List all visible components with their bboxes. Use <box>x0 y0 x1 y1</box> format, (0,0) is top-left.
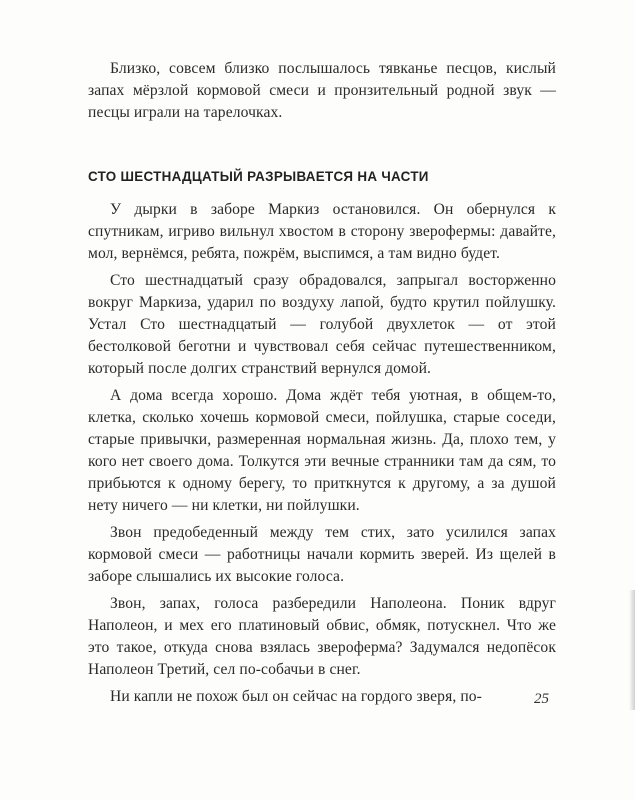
paragraph-3: А дома всегда хорошо. Дома ждёт тебя уютная, в общем-то, клетка, сколько хочешь кормовой смеси, пойлушка, старые соседи, старые привычки, размеренная нормальная жизнь. Да, плохо тем, у кого нет своего дома. Толкутся эти вечные странники там да сям, то прибьются к одному берегу, то приткнутся к другому, а за душой нету ничего — ни клетки, ни пойлушки. <box>88 387 556 514</box>
paragraph-5: Звон, запах, голоса разбередили Наполеона. Поник вдруг Наполеон, и мех его платиновый обвис, обмяк, потускнел. Что же это такое, откуда снова взялась звероферма? Задумался недопёсок Наполеон Третий, сел по-собачьи в снег. <box>88 595 556 678</box>
paragraph-2: Сто шестнадцатый сразу обрадовался, запрыгал восторженно вокруг Маркиза, ударил по воздуху лапой, будто крутил пойлушку. Устал Сто шестнадцатый — голубой двухлеток — от этой бестолковой беготни и чувствовал себя сейчас путешественником, который после долгих странствий вернулся домой. <box>88 272 556 377</box>
paragraph-6: Ни капли не похож был он сейчас на гордого зверя, по- <box>110 688 482 705</box>
paragraph-4: Звон предобеденный между тем стих, зато усилился запах кормовой смеси — работницы начали кормить зверей. Из щелей в заборе слышались их высокие голоса. <box>88 524 556 585</box>
page-edge-shadow <box>629 590 635 710</box>
top-paragraph: Близко, совсем близко послышалось тявканье песцов, кислый запах мёрзлой кормовой смеси и пронзительный родной звук — песцы играли на тарелочках. <box>88 60 556 121</box>
paragraph-1: У дырки в заборе Маркиз остановился. Он обернулся к спутникам, игриво вильнул хвостом в сторону зверофермы: давайте, мол, вернёмся, ребята, пожрём, выспимся, а там видно будет. <box>88 201 556 262</box>
chapter-heading: СТО ШЕСТНАДЦАТЫЙ РАЗРЫВАЕТСЯ НА ЧАСТИ <box>88 169 429 184</box>
page-content <box>88 58 556 708</box>
page-number: 25 <box>534 691 549 707</box>
